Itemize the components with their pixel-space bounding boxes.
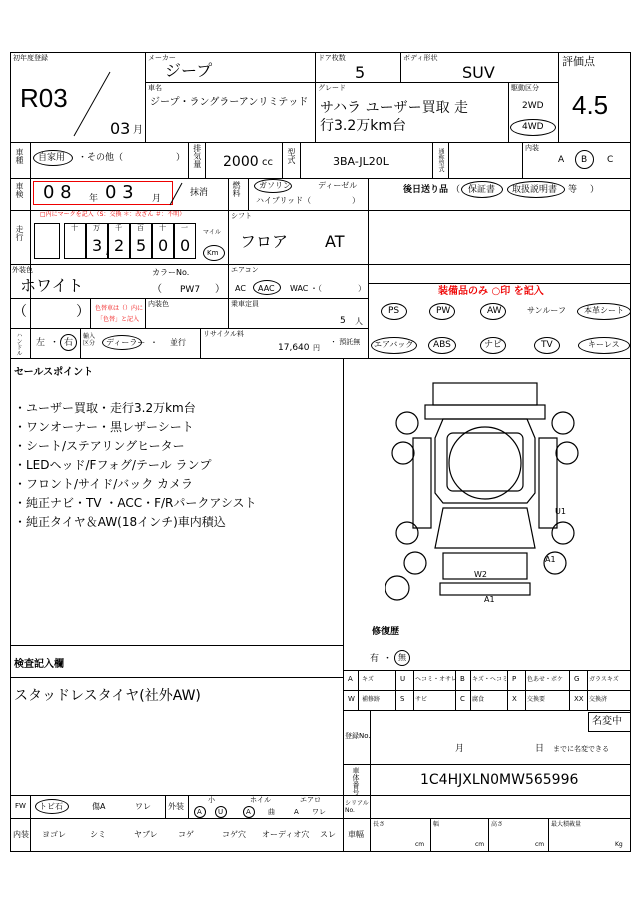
interior-item: ヨゴレ — [42, 830, 66, 839]
odometer-digit: 2 — [114, 236, 125, 255]
odometer-digit: 0 — [158, 236, 169, 255]
mileage-note: □内にマークを記入（S：交換 ＊：改ざん ＃：不明） — [40, 211, 186, 218]
sales-point: ・LEDヘッド/Fフォグ/テール ランプ — [14, 458, 212, 472]
car-name-label: 車名 — [148, 84, 162, 92]
legend-desc: 腐食 — [472, 696, 485, 703]
legend-code: A — [348, 675, 353, 683]
outer-color: ホワイト — [20, 276, 84, 295]
doors-value: 5 — [355, 63, 366, 82]
fuel-hybrid-close: ） — [352, 196, 360, 205]
grade-line1: サハラ ユーザー買取 走 — [320, 100, 469, 116]
equipment-item: ナビ — [484, 340, 503, 350]
damage-mark: A1 — [484, 595, 495, 604]
sales-point: ・純正ナビ・TV ・ACC・F/Rパークアシスト — [14, 496, 257, 510]
color-change-note2: 「色替」と記入 — [97, 316, 140, 323]
docs-label: 後日送り品 — [403, 185, 449, 195]
dims-label: 車幅 — [348, 830, 364, 839]
import-label: 輸入区分 — [83, 333, 96, 348]
inspection-label: 車検 — [15, 182, 24, 198]
sales-title: セールスポイント — [14, 367, 94, 378]
repair-dot: ・ — [383, 654, 393, 664]
dim-height-cm: cm — [535, 841, 545, 848]
docs-warranty: 保証書 — [468, 185, 496, 195]
hook-label: 通称型式 — [437, 148, 444, 172]
shift-label: シフト — [231, 212, 252, 220]
sales-point: ・ワンオーナー・黒レザーシート — [14, 420, 194, 434]
mileage-mark-box — [34, 223, 60, 259]
first-reg-label: 初年度登録 — [13, 54, 48, 62]
seats-value: 5 — [340, 316, 346, 326]
sales-point: ・純正タイヤ＆AW(18インチ)車内積込 — [14, 515, 226, 529]
shift-floor: フロア — [240, 232, 289, 251]
import-dot: ・ — [150, 338, 158, 347]
equipment-item: 本革シート — [584, 306, 624, 315]
ext-kyoku: 曲 — [268, 808, 275, 816]
cc-unit: cc — [262, 157, 273, 168]
ext-wheel: ホイル — [250, 796, 271, 804]
ext-aero: エアロ — [300, 796, 321, 804]
registration-month: 月 — [455, 744, 465, 754]
docs-etc: 等 — [568, 185, 578, 195]
registration-label: 登録No. — [345, 732, 371, 740]
legend-code: XX — [574, 695, 584, 703]
legend-code: G — [574, 675, 580, 683]
color-no-open: （ — [152, 284, 162, 295]
equipment-item: サンルーフ — [527, 306, 566, 315]
inner-paren-close: ） — [76, 304, 90, 320]
repair-none: 無 — [398, 653, 406, 662]
serial-label: シリアルNo. — [345, 800, 369, 815]
first-reg-month: 03 — [110, 119, 131, 138]
odometer-unit: 一 — [181, 224, 188, 232]
odometer-digit: 3 — [92, 236, 103, 255]
odometer-unit: 十 — [71, 224, 78, 232]
handle-right: 右 — [64, 338, 74, 348]
damage-mark: A1 — [545, 555, 556, 564]
ext-a: A — [197, 808, 202, 816]
interior-item: ヤブレ — [134, 830, 158, 839]
legend-code: P — [512, 675, 517, 683]
dim-width-cm: cm — [475, 841, 485, 848]
seats-unit: 人 — [355, 317, 363, 326]
import-parallel: 並行 — [170, 338, 186, 347]
inner-color-label: 内装色 — [148, 300, 169, 308]
max-load: 最大積載量 — [551, 821, 582, 828]
docs-manual: 取扱説明書 — [512, 185, 558, 195]
handle-left: 左 — [36, 338, 46, 348]
interior-c: C — [607, 155, 614, 165]
fw-ware: ワレ — [135, 802, 151, 811]
drive-4wd: 4WD — [522, 122, 544, 132]
int-label: 内装 — [13, 830, 29, 839]
aircon-wac: WAC — [290, 284, 309, 293]
equipment-item: エアバッグ — [374, 340, 414, 349]
interior-item: コゲ穴 — [222, 830, 246, 839]
car-name-value: ジープ・ラングラーアンリミテッド — [150, 97, 309, 108]
interior-a: A — [558, 155, 565, 165]
ext-small: 小 — [208, 796, 215, 804]
interior-item: シミ — [90, 830, 106, 839]
odometer-unit: 百 — [137, 224, 144, 232]
odometer-digit: 5 — [136, 236, 147, 255]
equipment-item: TV — [541, 340, 553, 350]
legend-code: C — [460, 695, 465, 703]
equip-title: 装備品のみ ○印 を記入 — [438, 286, 544, 297]
color-change-note1: 色替車は（）内に — [95, 305, 144, 312]
use-label: 車種 — [15, 148, 24, 164]
legend-desc: キズ・ヘコミ — [472, 676, 508, 683]
equipment-item: キーレス — [588, 340, 620, 349]
doors-label: ドア枚数 — [318, 54, 346, 62]
score-value: 4.5 — [572, 90, 609, 120]
interior-item: オーディオ穴 — [262, 830, 310, 839]
body-value: SUV — [462, 63, 495, 82]
inspection-month: 0 3 — [105, 182, 134, 203]
use-other-close: ） — [176, 153, 186, 163]
interior-item: コゲ — [178, 830, 194, 839]
maker-label: メーカー — [148, 54, 176, 62]
legend-desc: サビ — [415, 696, 428, 703]
color-no-label: カラーNo. — [152, 268, 190, 277]
legend-desc: 色あせ・ボケ — [527, 676, 564, 683]
interior-b: B — [581, 155, 588, 165]
score-label: 評価点 — [562, 55, 595, 68]
mileage-label: 走行 — [15, 225, 24, 241]
fw-suzu: 傷A — [92, 802, 106, 811]
month-unit: 月 — [133, 125, 143, 136]
damage-mark: W2 — [474, 570, 487, 579]
erased: 抹消 — [190, 188, 209, 198]
aircon-ac: AC — [235, 284, 246, 293]
first-reg-year: R03 — [20, 83, 68, 113]
inspection-month-unit: 月 — [152, 194, 162, 204]
legend-code: B — [460, 675, 465, 683]
drive-2wd: 2WD — [522, 101, 544, 111]
dim-width: 幅 — [433, 821, 440, 828]
damage-mark: U1 — [555, 507, 566, 516]
equipment-item: PW — [436, 306, 451, 316]
sales-point: ・シート/ステアリングヒーター — [14, 439, 185, 453]
frame-number: 1C4HJXLN0MW565996 — [420, 772, 579, 788]
legend-desc: ガラスキズ — [589, 676, 619, 683]
legend-desc: ヘコミ・オサレ — [415, 676, 457, 683]
sales-point: ・ユーザー買取・走行3.2万km台 — [14, 401, 196, 415]
legend-desc: 補修跡 — [362, 696, 381, 703]
model-value: 3BA-JL20L — [333, 155, 389, 168]
odometer-digit: 0 — [180, 236, 191, 255]
mileage-mile: マイル — [203, 229, 221, 236]
outer-color-label: 外装色 — [12, 266, 33, 274]
fuel-diesel: ディーゼル — [318, 181, 358, 190]
name-change: 名変中 — [592, 716, 622, 727]
legend-code: X — [512, 695, 517, 703]
legend-code: U — [400, 675, 406, 683]
mileage-km: Km — [207, 249, 219, 257]
docs-open: （ — [451, 185, 461, 195]
sales-point: ・フロント/サイド/バック カメラ — [14, 477, 194, 491]
aircon-close: ） — [358, 284, 366, 293]
body-label: ボディ形状 — [403, 54, 438, 62]
odometer-unit: 千 — [115, 224, 122, 232]
dim-length: 長さ — [373, 821, 386, 828]
registration-day: 日 — [535, 744, 545, 754]
inspection-notes-title: 検査記入欄 — [14, 659, 64, 670]
recycle-yen: 円 — [313, 344, 320, 352]
legend-code: W — [348, 695, 355, 703]
model-label: 型式 — [287, 148, 296, 164]
ext-a3: A — [294, 808, 299, 816]
drive-label: 駆動区分 — [511, 84, 539, 92]
inspection-year: 0 8 — [43, 182, 72, 203]
odometer-comma: , — [105, 238, 111, 257]
aircon-paren: ・（ — [310, 284, 322, 293]
inspection-year-unit: 年 — [89, 194, 99, 204]
repair-title: 修復歴 — [372, 627, 400, 637]
recycle-deposit: ・ 預託無 — [330, 338, 361, 346]
interior-label: 内装 — [525, 144, 539, 152]
interior-item: スレ — [320, 830, 336, 839]
grade-label: グレード — [318, 84, 346, 92]
legend-desc: 交換要 — [527, 696, 546, 703]
odometer-unit: 十 — [159, 224, 166, 232]
docs-close: ） — [590, 185, 600, 195]
equipment-item: ABS — [433, 340, 451, 350]
disp-label: 排気量 — [192, 144, 202, 168]
handle-dot: ・ — [50, 338, 60, 348]
repair-has: 有 — [370, 654, 380, 664]
max-load-kg: Kg — [615, 841, 623, 848]
dim-height: 高さ — [491, 821, 504, 828]
legend-desc: 交換済 — [589, 696, 608, 703]
fw-tobi: トビ石 — [39, 802, 63, 811]
displacement: 2000 — [223, 154, 259, 170]
inner-paren-open: （ — [13, 304, 27, 320]
ext-u: U — [218, 808, 224, 816]
color-no: PW7 — [180, 285, 201, 295]
legend-code: S — [400, 695, 405, 703]
ext-label: 外装 — [168, 802, 184, 811]
handle-label: ハンドル — [15, 332, 22, 356]
divider-slash — [70, 70, 115, 138]
color-no-close: ） — [215, 284, 225, 295]
odometer-unit: 万 — [93, 224, 100, 232]
recycle-label: リサイクル料 — [203, 330, 245, 338]
dim-length-cm: cm — [415, 841, 425, 848]
import-dealer: ディーラー — [106, 338, 146, 347]
shift-at: AT — [325, 232, 345, 251]
seats-label: 乗車定員 — [231, 300, 259, 308]
inspection-slash — [168, 182, 184, 206]
ext-a2: A — [246, 808, 251, 816]
aircon-aac: AAC — [258, 284, 275, 293]
use-other: ・その他（ — [78, 153, 124, 163]
fw-label: FW — [15, 802, 26, 810]
inspection-notes-text: スタッドレスタイヤ(社外AW) — [14, 688, 201, 704]
fuel-label: 燃料 — [232, 181, 241, 197]
aircon-label: エアコン — [231, 266, 259, 274]
equipment-item: AW — [487, 306, 502, 316]
fuel-hybrid: ハイブリッド（ — [256, 196, 312, 205]
recycle-amount: 17,640 — [278, 343, 310, 353]
equipment-item: PS — [388, 306, 400, 316]
maker-value: ジープ — [165, 61, 213, 80]
legend-desc: キズ — [362, 676, 374, 683]
registration-until: までに名変できる — [553, 745, 609, 753]
ext-ware: ワレ — [312, 808, 326, 816]
frame-label: 車体番号 — [352, 767, 360, 795]
grade-line2: 行3.2万km台 — [320, 118, 407, 134]
use-private: 自家用 — [38, 153, 66, 163]
fuel-gasoline: ガソリン — [259, 181, 291, 190]
